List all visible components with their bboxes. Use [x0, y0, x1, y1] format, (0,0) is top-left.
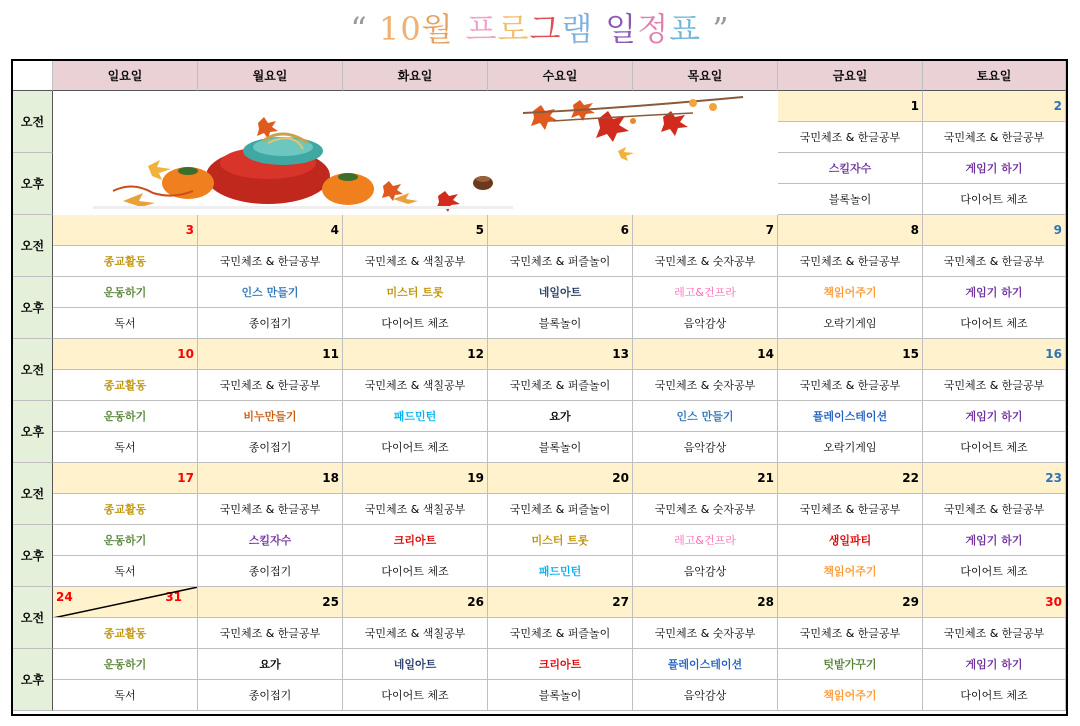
- activity-cell: 국민체조 & 퍼즐놀이: [488, 618, 633, 649]
- activity-cell: 운동하기: [53, 525, 198, 556]
- activity-cell: 다이어트 체조: [923, 556, 1066, 587]
- activity-cell: 운동하기: [53, 401, 198, 432]
- activity-cell: 인스 만들기: [633, 401, 778, 432]
- activity-cell: 책읽어주기: [778, 680, 923, 711]
- day-header: 월요일: [198, 61, 343, 91]
- activity-cell: 국민체조 & 한글공부: [923, 246, 1066, 277]
- activity-cell: 블록놀이: [488, 432, 633, 463]
- maple-leaf-icon: [436, 111, 688, 212]
- period-label-am: 오전: [13, 587, 53, 649]
- day-header: 금요일: [778, 61, 923, 91]
- date-cell: 27: [488, 587, 633, 618]
- activity-cell: 음악감상: [633, 432, 778, 463]
- date-cell: 15: [778, 339, 923, 370]
- date-cell: 7: [633, 215, 778, 246]
- activity-cell: 다이어트 체조: [343, 308, 488, 339]
- autumn-art-svg: [53, 91, 777, 214]
- date-cell: 1: [778, 91, 923, 122]
- date-cell: 28: [633, 587, 778, 618]
- activity-cell: 국민체조 & 숫자공부: [633, 246, 778, 277]
- date-cell: 11: [198, 339, 343, 370]
- date-number: 31: [165, 590, 182, 604]
- activity-cell: 미스터 트롯: [343, 277, 488, 308]
- activity-cell: 국민체조 & 한글공부: [198, 494, 343, 525]
- activity-cell: 게임기 하기: [923, 277, 1066, 308]
- day-header: 수요일: [488, 61, 633, 91]
- period-label-am: 오전: [13, 463, 53, 525]
- activity-cell: 종교활동: [53, 246, 198, 277]
- autumn-illustration: [53, 91, 777, 214]
- activity-cell: 다이어트 체조: [343, 432, 488, 463]
- activity-cell: 플레이스테이션: [633, 649, 778, 680]
- header-corner: [13, 61, 53, 91]
- title-char: 표: [669, 10, 702, 48]
- period-label-am: 오전: [13, 91, 53, 153]
- activity-cell: 독서: [53, 308, 198, 339]
- period-label-pm: 오후: [13, 153, 53, 215]
- title-char: 월: [421, 10, 454, 48]
- date-cell: 30: [923, 587, 1066, 618]
- activity-cell: 종이접기: [198, 308, 343, 339]
- date-cell: 21: [633, 463, 778, 494]
- schedule-title: [0, 4, 1080, 54]
- activity-cell: 레고&건프라: [633, 525, 778, 556]
- period-label-pm: 오후: [13, 649, 53, 711]
- activity-cell: 국민체조 & 숫자공부: [633, 494, 778, 525]
- activity-cell: 게임기 하기: [923, 525, 1066, 556]
- date-number: 24: [56, 590, 73, 604]
- activity-cell: 음악감상: [633, 308, 778, 339]
- activity-cell: 국민체조 & 색칠공부: [343, 246, 488, 277]
- activity-cell: 종이접기: [198, 680, 343, 711]
- date-cell: 8: [778, 215, 923, 246]
- day-header: 화요일: [343, 61, 488, 91]
- activity-cell: 다이어트 체조: [923, 432, 1066, 463]
- activity-cell: 국민체조 & 한글공부: [778, 122, 923, 153]
- date-cell: 6: [488, 215, 633, 246]
- activity-cell: 다이어트 체조: [343, 556, 488, 587]
- date-cell: 14: [633, 339, 778, 370]
- activity-cell: 다이어트 체조: [923, 308, 1066, 339]
- diagonal-split-line: [53, 587, 198, 618]
- date-cell: 22: [778, 463, 923, 494]
- activity-cell: 운동하기: [53, 277, 198, 308]
- activity-cell: 독서: [53, 556, 198, 587]
- title-open-quote: “: [350, 10, 368, 48]
- activity-cell: 블록놀이: [488, 308, 633, 339]
- bojagi-gift-icon: [206, 134, 330, 204]
- date-cell: 4: [198, 215, 343, 246]
- date-cell: 10: [53, 339, 198, 370]
- activity-cell: 국민체조 & 숫자공부: [633, 370, 778, 401]
- chestnut-icon: [473, 176, 493, 190]
- activity-cell: 국민체조 & 색칠공부: [343, 494, 488, 525]
- date-cell: 20: [488, 463, 633, 494]
- activity-cell: 레고&건프라: [633, 277, 778, 308]
- date-cell: 5: [343, 215, 488, 246]
- title-char: 10: [378, 10, 422, 48]
- date-cell: 19: [343, 463, 488, 494]
- activity-cell: 국민체조 & 한글공부: [198, 246, 343, 277]
- activity-cell: 비누만들기: [198, 401, 343, 432]
- activity-cell: 종이접기: [198, 556, 343, 587]
- activity-cell: 요가: [488, 401, 633, 432]
- date-cell: 9: [923, 215, 1066, 246]
- activity-cell: 오락기게임: [778, 432, 923, 463]
- activity-cell: 국민체조 & 색칠공부: [343, 370, 488, 401]
- activity-cell: 국민체조 & 한글공부: [923, 494, 1066, 525]
- activity-cell: 플레이스테이션: [778, 401, 923, 432]
- activity-cell: 패드민턴: [343, 401, 488, 432]
- activity-cell: 블록놀이: [778, 184, 923, 215]
- activity-cell: 국민체조 & 퍼즐놀이: [488, 494, 633, 525]
- activity-cell: 독서: [53, 680, 198, 711]
- date-cell: 17: [53, 463, 198, 494]
- activity-cell: 음악감상: [633, 680, 778, 711]
- ground-shadow: [93, 206, 513, 209]
- activity-cell: 독서: [53, 432, 198, 463]
- activity-cell: 국민체조 & 한글공부: [778, 370, 923, 401]
- date-cell: 23: [923, 463, 1066, 494]
- date-cell: 18: [198, 463, 343, 494]
- period-label-am: 오전: [13, 339, 53, 401]
- activity-cell: 네일아트: [343, 649, 488, 680]
- activity-cell: 스킬자수: [778, 153, 923, 184]
- activity-cell: 미스터 트롯: [488, 525, 633, 556]
- title-char: 일: [605, 10, 638, 48]
- activity-cell: 종교활동: [53, 618, 198, 649]
- day-header: 토요일: [923, 61, 1066, 91]
- activity-cell: 종교활동: [53, 370, 198, 401]
- title-char: 정: [637, 10, 670, 48]
- activity-cell: 스킬자수: [198, 525, 343, 556]
- title-char: 램: [561, 10, 594, 48]
- activity-cell: 국민체조 & 숫자공부: [633, 618, 778, 649]
- schedule-table: [11, 59, 1068, 716]
- activity-cell: 인스 만들기: [198, 277, 343, 308]
- activity-cell: 생일파티: [778, 525, 923, 556]
- date-cell: 29: [778, 587, 923, 618]
- date-cell: 25: [198, 587, 343, 618]
- activity-cell: 오락기게임: [778, 308, 923, 339]
- title-close-quote: ”: [712, 10, 730, 48]
- activity-cell: 텃밭가꾸기: [778, 649, 923, 680]
- title-char: 로: [497, 10, 530, 48]
- period-label-pm: 오후: [13, 401, 53, 463]
- activity-cell: 크리아트: [343, 525, 488, 556]
- activity-cell: 크리아트: [488, 649, 633, 680]
- date-cell: [53, 587, 198, 618]
- activity-cell: 네일아트: [488, 277, 633, 308]
- activity-cell: 국민체조 & 한글공부: [198, 618, 343, 649]
- activity-cell: 게임기 하기: [923, 153, 1066, 184]
- activity-cell: 게임기 하기: [923, 401, 1066, 432]
- activity-cell: 다이어트 체조: [923, 680, 1066, 711]
- title-char: 프: [465, 10, 498, 48]
- activity-cell: 국민체조 & 퍼즐놀이: [488, 370, 633, 401]
- activity-cell: 책읽어주기: [778, 556, 923, 587]
- activity-cell: 국민체조 & 색칠공부: [343, 618, 488, 649]
- activity-cell: 국민체조 & 한글공부: [198, 370, 343, 401]
- activity-cell: 국민체조 & 한글공부: [923, 370, 1066, 401]
- activity-cell: 국민체조 & 퍼즐놀이: [488, 246, 633, 277]
- date-cell: 2: [923, 91, 1066, 122]
- activity-cell: 책읽어주기: [778, 277, 923, 308]
- title-char: 그: [529, 10, 562, 48]
- activity-cell: 국민체조 & 한글공부: [778, 494, 923, 525]
- date-cell: 3: [53, 215, 198, 246]
- activity-cell: 음악감상: [633, 556, 778, 587]
- activity-cell: 종교활동: [53, 494, 198, 525]
- date-cell: 13: [488, 339, 633, 370]
- activity-cell: 다이어트 체조: [343, 680, 488, 711]
- activity-cell: 국민체조 & 한글공부: [778, 618, 923, 649]
- period-label-pm: 오후: [13, 525, 53, 587]
- activity-cell: 국민체조 & 한글공부: [923, 122, 1066, 153]
- activity-cell: 국민체조 & 한글공부: [778, 246, 923, 277]
- activity-cell: 패드민턴: [488, 556, 633, 587]
- date-cell: 12: [343, 339, 488, 370]
- activity-cell: 게임기 하기: [923, 649, 1066, 680]
- activity-cell: 종이접기: [198, 432, 343, 463]
- activity-cell: 국민체조 & 한글공부: [923, 618, 1066, 649]
- activity-cell: 요가: [198, 649, 343, 680]
- period-label-am: 오전: [13, 215, 53, 277]
- date-cell: 26: [343, 587, 488, 618]
- activity-cell: 다이어트 체조: [923, 184, 1066, 215]
- day-header: 목요일: [633, 61, 778, 91]
- activity-cell: 블록놀이: [488, 680, 633, 711]
- day-header: 일요일: [53, 61, 198, 91]
- period-label-pm: 오후: [13, 277, 53, 339]
- activity-cell: 운동하기: [53, 649, 198, 680]
- date-cell: 16: [923, 339, 1066, 370]
